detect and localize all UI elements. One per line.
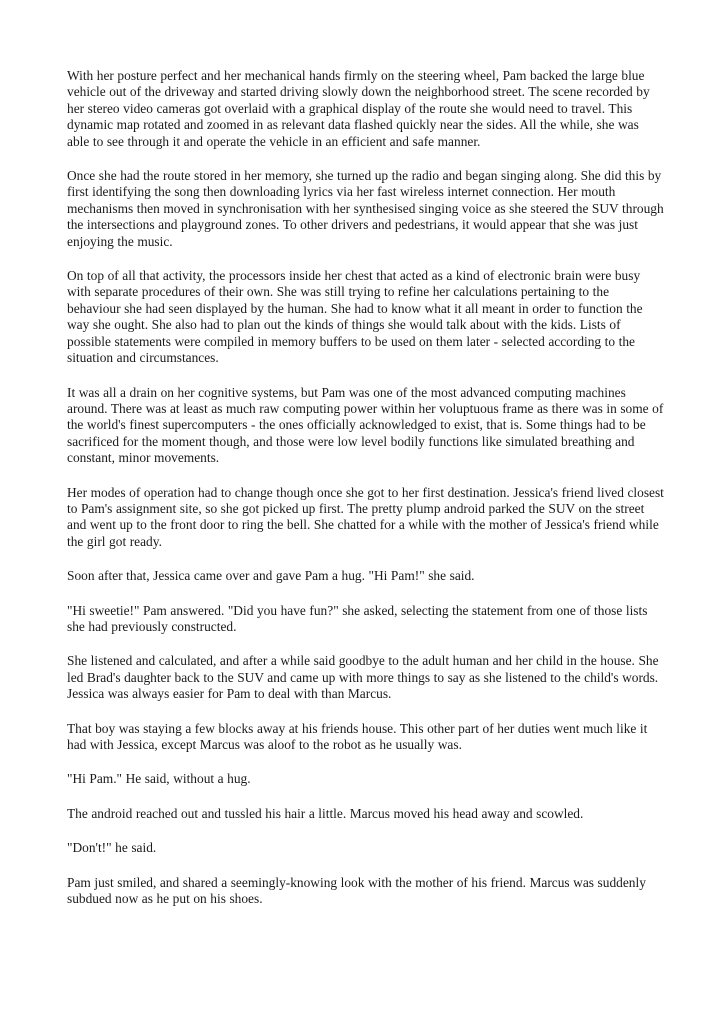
paragraph-3: On top of all that activity, the processors inside her chest that acted as a kind of electronic brain were busy with separate procedures of their own. She was still trying to refine her calculations pertaining to the behaviour she had seen displayed by the human. She had to know what it all meant in order to function the way she ought. She also had to plan out the kinds of things she would talk about with the kids. Lists of possible statements were compiled in memory buffers to be used on them later - selected according to the situation and circumstances. bbox=[67, 268, 643, 366]
paragraph-8: She listened and calculated, and after a while said goodbye to the adult human and her child in the house. She led Brad's daughter back to the SUV and came up with more things to say as she listened to the child's words. Jessica was always easier for Pam to deal with than Marcus. bbox=[67, 653, 659, 702]
paragraph-11: The android reached out and tussled his hair a little. Marcus moved his head away and scowled. bbox=[67, 805, 584, 821]
paragraph-5: Her modes of operation had to change though once she got to her first destination. Jessica's friend lived closest to Pam's assignment site, so she got picked up first. The pretty plump android parked the SUV on the street and went up to the front door to ring the bell. She chatted for a while with the mother of Jessica's friend while the girl got ready. bbox=[67, 484, 664, 549]
paragraph-1: With her posture perfect and her mechanical hands firmly on the steering wheel, Pam backed the large blue vehicle out of the driveway and started driving slowly down the neighborhood street. The scene recorded by her stereo video cameras got overlaid with a graphical display of the route she would need to travel. This dynamic map rotated and zoomed in as relevant data flashed quickly near the sides. All the while, she was able to see through it and operate the vehicle in an efficient and safe manner. bbox=[67, 68, 650, 149]
paragraph-13: Pam just smiled, and shared a seemingly-knowing look with the mother of his friend. Marcus was suddenly subdued now as he put on his shoes. bbox=[67, 874, 646, 907]
paragraph-9: That boy was staying a few blocks away at his friends house. This other part of her duties went much like it had with Jessica, except Marcus was aloof to the robot as he usually was. bbox=[67, 720, 648, 752]
paragraph-10: "Hi Pam." He said, without a hug. bbox=[67, 771, 251, 787]
paragraph-4: It was all a drain on her cognitive systems, but Pam was one of the most advanced computing machines around. There was at least as much raw computing power within her voluptuous frame as there was in some of the world's finest supercomputers - the ones officially acknowledged to exist, that is. Some things had to be sacrificed for the moment though, and those were low level bodily functions like simulated breathing and constant, minor movements. bbox=[67, 384, 664, 466]
paragraph-6: Soon after that, Jessica came over and gave Pam a hug. "Hi Pam!" she said. bbox=[67, 568, 475, 584]
paragraph-7: "Hi sweetie!" Pam answered. "Did you have fun?" she asked, selecting the statement from one of those lists she had previously constructed. bbox=[67, 602, 648, 634]
paragraph-2: Once she had the route stored in her memory, she turned up the radio and began singing along. She did this by first identifying the song then downloading lyrics via her fast wireless internet connection. Her mouth mechanisms then moved in synchronisation with her synthesised singing voice as she steered the SUV through the intersections and playground zones. To other drivers and pedestrians, it would appear that she was just enjoying the music. bbox=[67, 168, 664, 249]
paragraph-12: "Don't!" he said. bbox=[67, 840, 157, 856]
